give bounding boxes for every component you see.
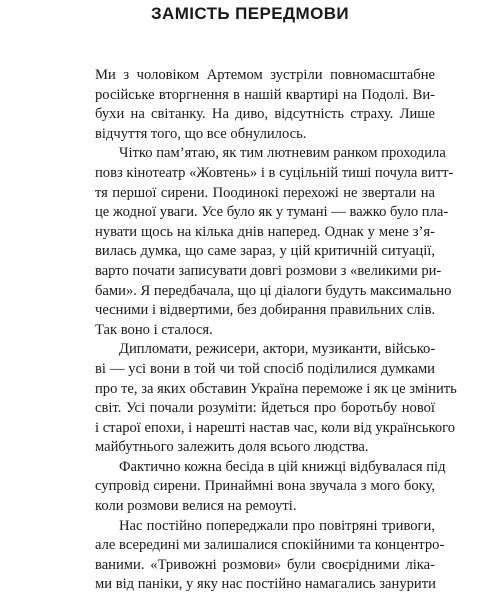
text-line: але всередині ми залишалися спокійними та концентро- [95, 537, 445, 554]
text-line: майбутнього залежить доля всього людства. [95, 439, 369, 456]
text-line: відчуття того, що все обнулилось. [95, 125, 307, 142]
text-line: повз кінотеатр «Жовтень» і в суцільній тиші почула витт- [95, 164, 454, 181]
text-line: тя першої сирени. Поодинокі перехожі не звертали на [95, 184, 435, 201]
text-line: Фактично кожна бесіда в цій книжці відбувалася під [119, 458, 446, 475]
text-line: бухи на світанку. На диво, відсутність страху. Лише [95, 106, 435, 123]
chapter-body [95, 66, 457, 595]
text-line: Чітко пам’ятаю, як тим лютневим ранком проходила [119, 145, 446, 162]
text-line: варто почати записувати довгі розмови з «великими ри- [95, 262, 442, 279]
text-line: коли розмови велися на ремоуті. [95, 498, 297, 515]
text-line: ми від паніки, у яку нас постійно намагались занурити [95, 576, 436, 593]
text-line: ві — усі вони в той чи той спосіб поділилися думками [95, 360, 435, 377]
text-line: ваними. «Тривожні розмови» були своєрідними ліка- [95, 556, 435, 573]
text-line: нувати щось на кілька днів наперед. Однак у мене з’я- [95, 223, 435, 240]
text-line: про те, за яких обставин Україна переможе і як це змінить [95, 380, 457, 397]
text-line: чесними і відвертими, без добирання правильних слів. [95, 302, 436, 319]
chapter-heading: ЗАМІСТЬ ПЕРЕДМОВИ [150, 4, 350, 23]
text-line: Дипломати, режисери, актори, музиканти, військо- [119, 341, 436, 358]
text-line: супровід сирени. Принаймні вона звучала з мого боку, [95, 478, 435, 495]
text-line: Так воно і сталося. [95, 321, 213, 338]
text-line: це жодної уваги. Усе було як у тумані — важко було пла- [95, 204, 449, 221]
text-line: бами». Я передбачала, що ці діалоги будуть максимально [95, 282, 452, 299]
text-line: Ми з чоловіком Артемом зустріли повномасштабне [95, 67, 435, 83]
text-line: світ. Усі почали розуміти: йдеться про боротьбу нової [95, 400, 435, 417]
text-line: Нас постійно попереджали про повітряні тривоги, [119, 517, 435, 534]
text-line: вилась думка, що саме зараз, у цій критичній ситуації, [95, 243, 435, 260]
text-line: російське вторгнення в нашій квартирі на Подолі. Ви- [95, 86, 435, 103]
text-line: і старої епохи, і нарешті настав час, коли від українського [95, 419, 456, 436]
